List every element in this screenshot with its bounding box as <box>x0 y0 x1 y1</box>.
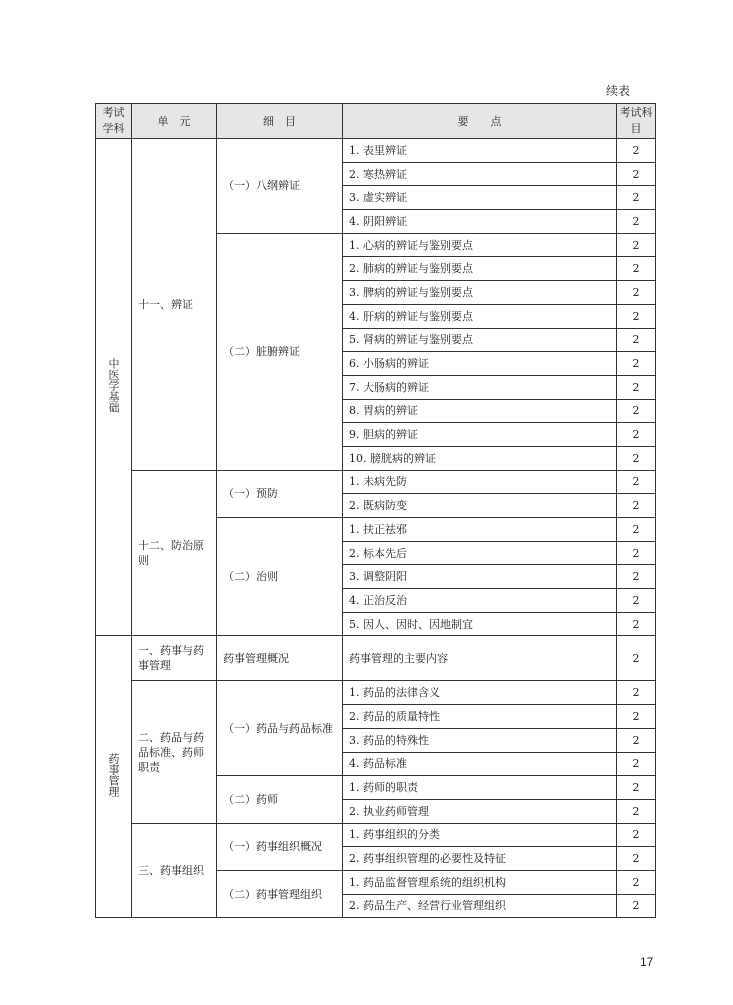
exam-subject-code: 2 <box>617 776 656 800</box>
exam-subject-code: 2 <box>617 612 656 636</box>
exam-subject-code: 2 <box>617 352 656 376</box>
table-row <box>96 823 656 847</box>
exam-subject-code: 2 <box>617 494 656 518</box>
unit-cell: 一、药事与药事管理 <box>132 636 217 681</box>
point-cell: 2. 药品生产、经营行业管理组织 <box>343 894 617 918</box>
point-cell: 药事管理的主要内容 <box>343 636 617 681</box>
point-cell: 1. 药师的职责 <box>343 776 617 800</box>
header-subject: 考试学科 <box>96 104 132 139</box>
point-cell: 2. 肺病的辨证与鉴别要点 <box>343 257 617 281</box>
point-cell: 3. 调整阴阳 <box>343 565 617 589</box>
item-cell: （一）药品与药品标准 <box>217 681 343 776</box>
exam-subject-code: 2 <box>617 541 656 565</box>
exam-subject-code: 2 <box>617 681 656 705</box>
point-cell: 1. 扶正祛邪 <box>343 518 617 542</box>
exam-subject-code: 2 <box>617 446 656 470</box>
point-cell: 4. 药品标准 <box>343 752 617 776</box>
subject-label: 中医学基础 <box>107 357 120 413</box>
exam-subject-code: 2 <box>617 281 656 305</box>
header-exam-subject: 考试科目 <box>617 104 656 139</box>
point-cell: 2. 药事组织管理的必要性及特征 <box>343 847 617 871</box>
exam-subject-code: 2 <box>617 589 656 613</box>
point-cell: 7. 大肠病的辨证 <box>343 375 617 399</box>
header-point: 要 点 <box>343 104 617 139</box>
table-row <box>96 470 656 494</box>
item-cell: （二）药事管理组织 <box>217 870 343 917</box>
exam-subject-code: 2 <box>617 423 656 447</box>
item-cell: （一）八纲辨证 <box>217 139 343 234</box>
exam-subject-code: 2 <box>617 799 656 823</box>
point-cell: 5. 肾病的辨证与鉴别要点 <box>343 328 617 352</box>
exam-subject-code: 2 <box>617 186 656 210</box>
exam-subject-code: 2 <box>617 399 656 423</box>
point-cell: 8. 胃病的辨证 <box>343 399 617 423</box>
table-row <box>96 636 656 681</box>
point-cell: 1. 表里辨证 <box>343 139 617 163</box>
exam-subject-code: 2 <box>617 139 656 163</box>
item-cell: （一）药事组织概况 <box>217 823 343 870</box>
subject-cell <box>96 139 132 636</box>
exam-subject-code: 2 <box>617 304 656 328</box>
point-cell: 4. 阴阳辨证 <box>343 210 617 234</box>
point-cell: 2. 药品的质量特性 <box>343 705 617 729</box>
syllabus-table <box>95 103 656 918</box>
point-cell: 1. 药事组织的分类 <box>343 823 617 847</box>
exam-subject-code: 2 <box>617 870 656 894</box>
point-cell: 3. 药品的特殊性 <box>343 728 617 752</box>
exam-subject-code: 2 <box>617 705 656 729</box>
exam-subject-code: 2 <box>617 894 656 918</box>
item-cell: （二）药师 <box>217 776 343 823</box>
point-cell: 5. 因人、因时、因地制宜 <box>343 612 617 636</box>
item-cell: 药事管理概况 <box>217 636 343 681</box>
unit-cell: 十一、辨证 <box>132 139 217 471</box>
point-cell: 1. 心病的辨证与鉴别要点 <box>343 233 617 257</box>
point-cell: 3. 虚实辨证 <box>343 186 617 210</box>
subject-label: 药事管理 <box>107 752 120 797</box>
continued-label: 续表 <box>606 84 631 98</box>
exam-subject-code: 2 <box>617 728 656 752</box>
exam-subject-code: 2 <box>617 823 656 847</box>
point-cell: 6. 小肠病的辨证 <box>343 352 617 376</box>
exam-subject-code: 2 <box>617 257 656 281</box>
point-cell: 4. 正治反治 <box>343 589 617 613</box>
exam-subject-code: 2 <box>617 210 656 234</box>
point-cell: 3. 脾病的辨证与鉴别要点 <box>343 281 617 305</box>
point-cell: 2. 寒热辨证 <box>343 162 617 186</box>
exam-subject-code: 2 <box>617 565 656 589</box>
table-row <box>96 681 656 705</box>
exam-subject-code: 2 <box>617 328 656 352</box>
point-cell: 9. 胆病的辨证 <box>343 423 617 447</box>
point-cell: 1. 未病先防 <box>343 470 617 494</box>
exam-subject-code: 2 <box>617 233 656 257</box>
point-cell: 4. 肝病的辨证与鉴别要点 <box>343 304 617 328</box>
exam-subject-code: 2 <box>617 162 656 186</box>
unit-cell: 二、药品与药品标准、药师职责 <box>132 681 217 823</box>
point-cell: 1. 药品的法律含义 <box>343 681 617 705</box>
point-cell: 2. 标本先后 <box>343 541 617 565</box>
exam-subject-code: 2 <box>617 518 656 542</box>
exam-subject-code: 2 <box>617 847 656 871</box>
unit-cell: 三、药事组织 <box>132 823 217 918</box>
item-cell: （一）预防 <box>217 470 343 517</box>
header-unit: 单 元 <box>132 104 217 139</box>
subject-cell <box>96 636 132 918</box>
table-header-row <box>96 104 656 139</box>
item-cell: （二）治则 <box>217 518 343 636</box>
item-cell: （二）脏腑辨证 <box>217 233 343 470</box>
exam-subject-code: 2 <box>617 636 656 681</box>
point-cell: 10. 膀胱病的辨证 <box>343 446 617 470</box>
exam-subject-code: 2 <box>617 470 656 494</box>
exam-subject-code: 2 <box>617 375 656 399</box>
point-cell: 2. 执业药师管理 <box>343 799 617 823</box>
point-cell: 1. 药品监督管理系统的组织机构 <box>343 870 617 894</box>
page-number: 17 <box>640 955 654 969</box>
exam-subject-code: 2 <box>617 752 656 776</box>
point-cell: 2. 既病防变 <box>343 494 617 518</box>
header-item: 细 目 <box>217 104 343 139</box>
unit-cell: 十二、防治原则 <box>132 470 217 636</box>
table-row <box>96 139 656 163</box>
